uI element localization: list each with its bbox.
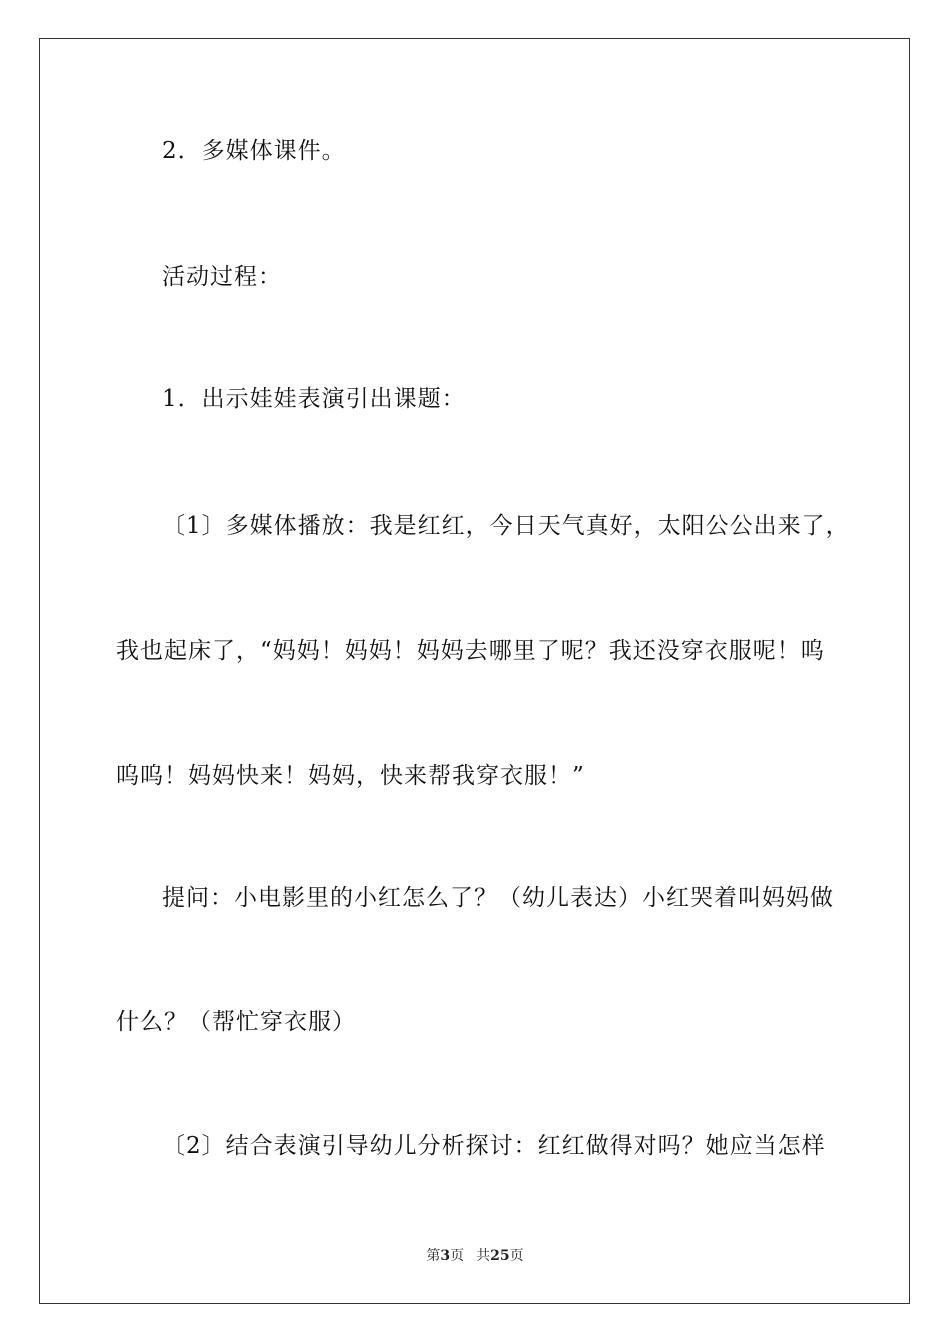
text-line-8: 什么？（帮忙穿衣服） [116,1009,356,1035]
total-pages: 25 [490,1248,510,1264]
text-line-1: 2．多媒体课件。 [162,138,346,164]
page-number: 3 [440,1248,451,1264]
page-suffix: 页 [450,1248,465,1264]
text-line-7: 提问：小电影里的小红怎么了？（幼儿表达）小红哭着叫妈妈做 [162,885,834,911]
total-prefix: 共 [476,1248,491,1264]
text-line-5: 我也起床了，“妈妈！妈妈！妈妈去哪里了呢？我还没穿衣服呢！呜 [116,638,825,664]
page-frame [39,38,910,1304]
page-footer [0,1247,950,1265]
text-line-9: 〔2〕结合表演引导幼儿分析探讨：红红做得对吗？她应当怎样 [162,1133,826,1159]
total-suffix: 页 [509,1248,524,1264]
text-line-3: 1．出示娃娃表演引出课题： [162,386,466,412]
text-line-6: 呜呜！妈妈快来！妈妈，快来帮我穿衣服！” [116,763,585,789]
text-line-4: 〔1〕多媒体播放：我是红红，今日天气真好，太阳公公出来了， [162,513,850,539]
page-prefix: 第 [426,1248,441,1264]
text-line-2: 活动过程： [162,264,282,290]
